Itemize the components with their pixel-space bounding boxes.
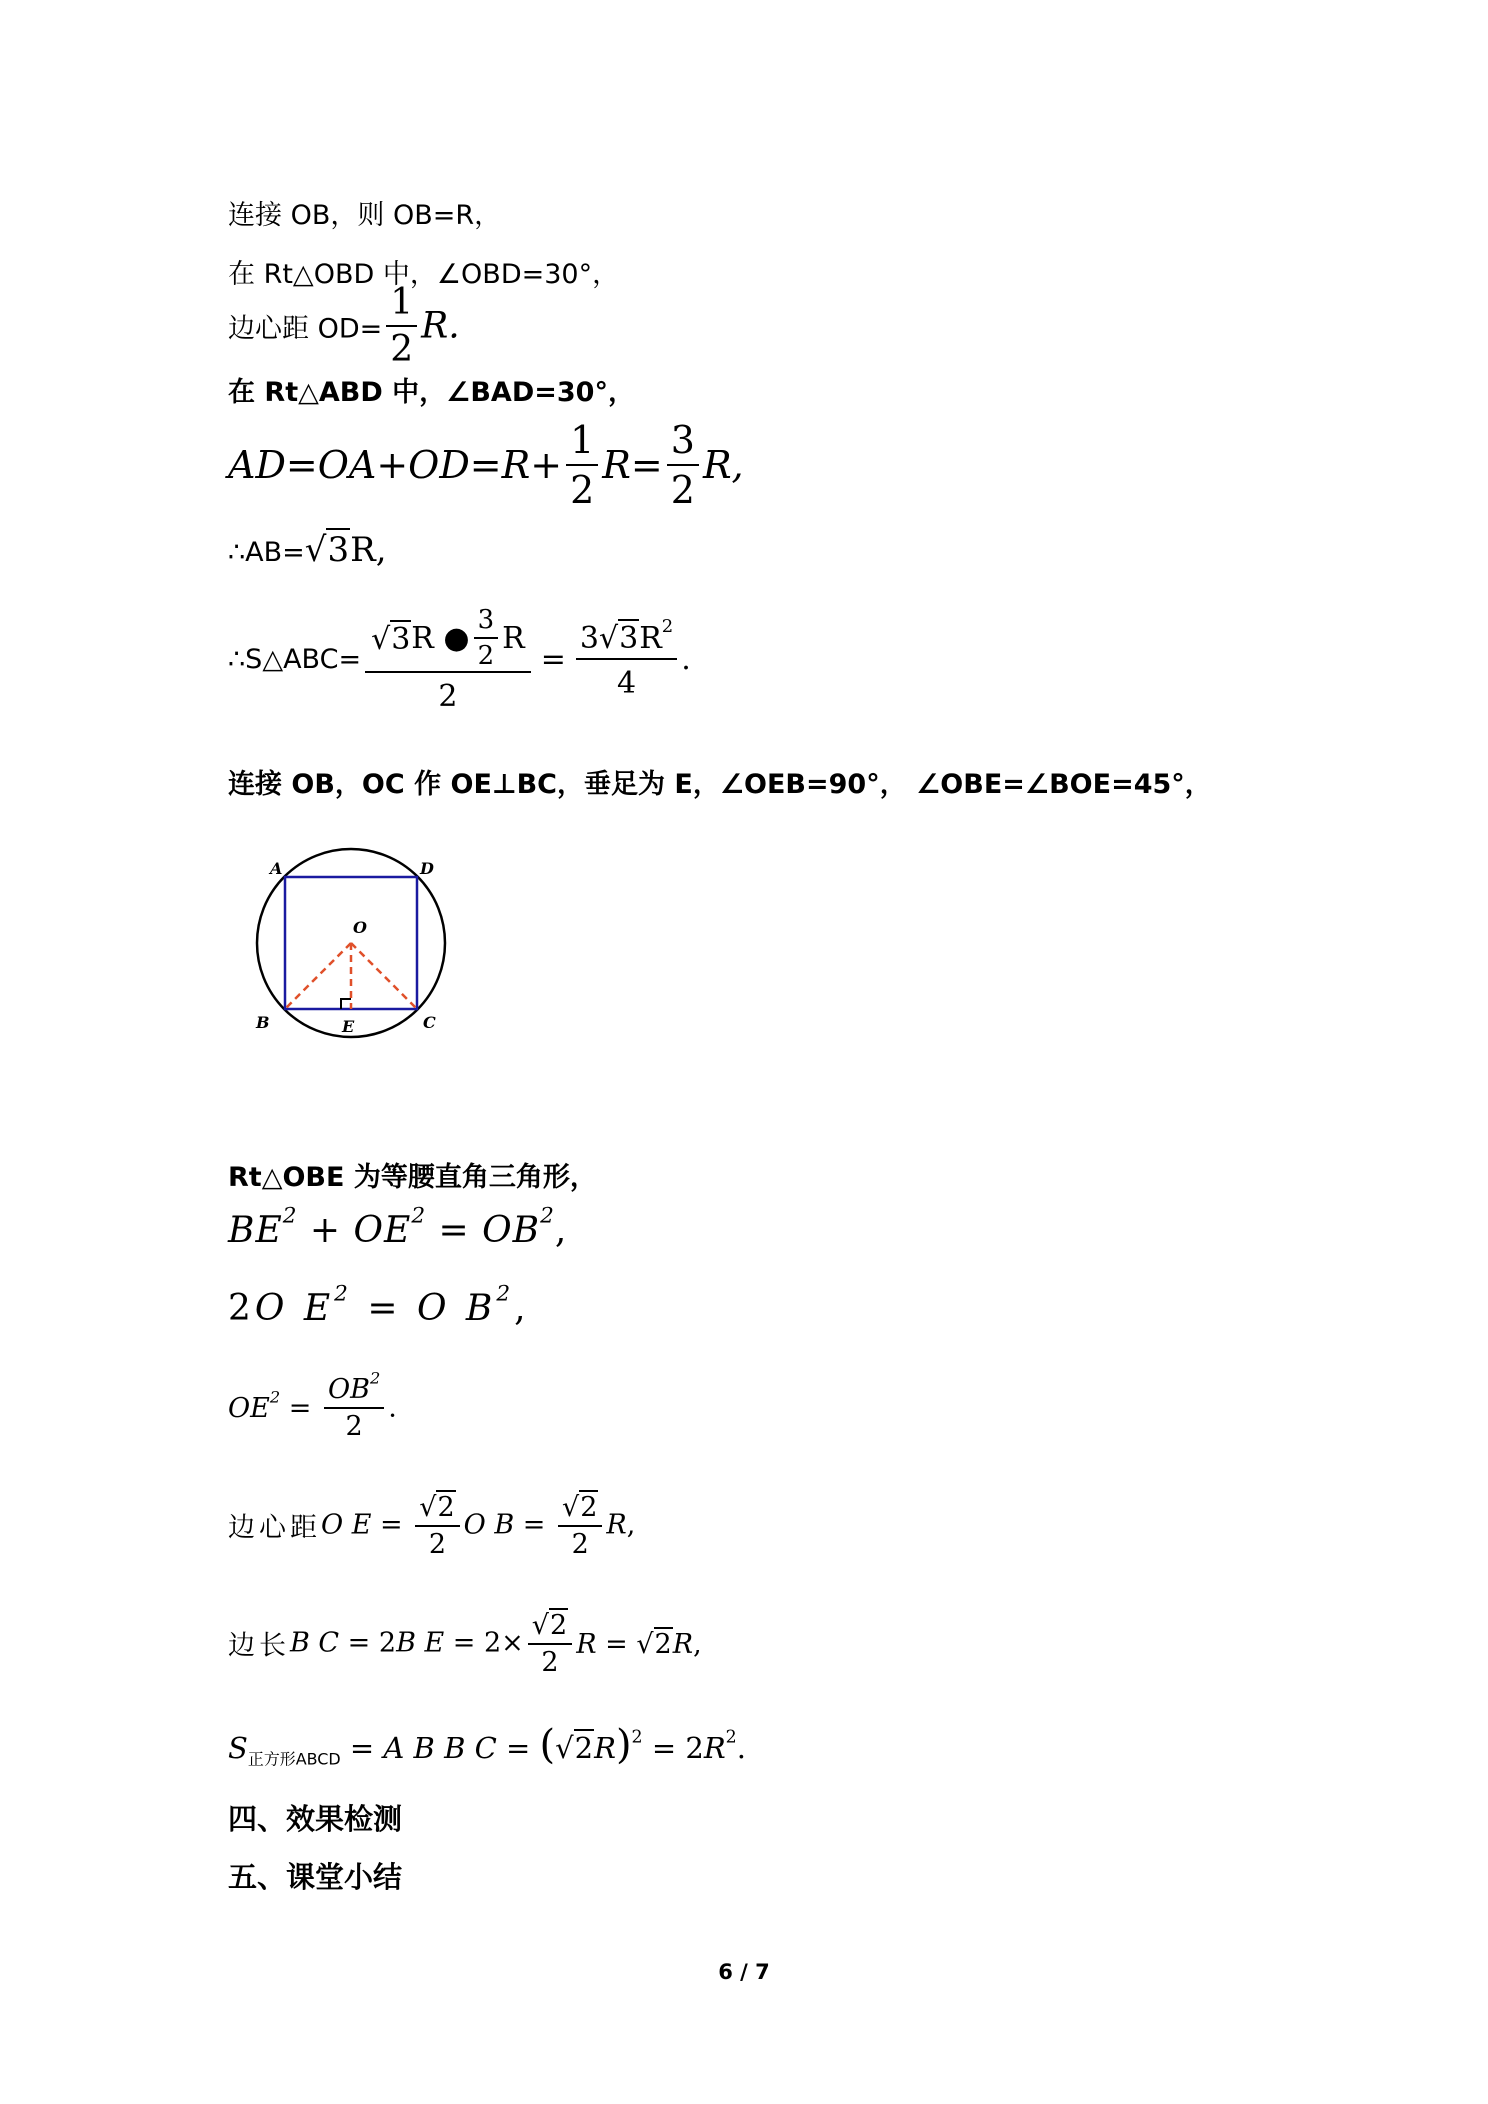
fraction-sqrt2-2-c: √ 2 2 xyxy=(528,1608,572,1678)
equation-apothem: 边心距O E = √ 2 2 O B = √ 2 2 R, xyxy=(228,1492,636,1560)
equation-oe2: $OE^2$ = $\frac{OB^2}{2}$ . xyxy=(228,1368,397,1442)
fraction-three-half: $\frac{3}{2}$ xyxy=(667,418,699,512)
label-B: B xyxy=(256,1013,270,1032)
circle-square-figure xyxy=(240,840,460,1050)
ab-label: ∴AB= xyxy=(228,537,305,568)
text-line-connect-ob: 连接 OB，则 OB=R， xyxy=(228,200,502,231)
od-label: 边心距 OD= xyxy=(228,313,383,345)
fraction-area: √ 3 R ● $\frac{3}{2}$ R 2 xyxy=(365,605,531,714)
fraction-ob2-2: $\frac{OB^2}{2}$ xyxy=(324,1374,384,1442)
right-angle-mark xyxy=(341,999,351,1009)
section-heading-effect-test: 四、效果检测 xyxy=(228,1802,403,1836)
equation-side-length: 边长B C = 2B E = 2× √ 2 2 R = √ 2 R, xyxy=(228,1610,702,1678)
equation-ad: AD=OA+OD=R+ $\frac{1}{2}$ R= $\frac{3}{2}$ R, xyxy=(228,418,744,512)
fraction-one-half-2: $\frac{1}{2}$ xyxy=(566,418,598,512)
fraction-sqrt2-2: √ 2 2 xyxy=(415,1490,459,1560)
math-R: R. xyxy=(421,305,460,347)
side-length-label: 边长 xyxy=(228,1630,290,1662)
page-number: 6 / 7 xyxy=(718,1960,770,1984)
sqrt3-R: √ 3 R, xyxy=(304,530,387,570)
text-line-connect-oc: 连接 OB，OC 作 OE⊥BC，垂足为 E，∠OEB=90°， ∠OBE=∠BOE=45°， xyxy=(228,769,1212,800)
text-line-rt-abd: 在 Rt△ABD 中，∠BAD=30°， xyxy=(228,377,635,408)
text-line-od xyxy=(228,282,460,370)
equation-ab xyxy=(228,528,387,570)
fraction-area-result: 3 √ 3 $R^2$ 4 xyxy=(576,619,677,701)
equation-area-abc: ∴S△ABC= √ 3 R ● $\frac{3}{2}$ R 2 = 3 √ 3 $R^2$ 4 . xyxy=(228,605,691,714)
equation-2oe2: 2O $E^2 = O$ $B^2$, xyxy=(228,1281,530,1329)
text-line-rt-obd: 在 Rt△OBD 中，∠OBD=30°， xyxy=(228,259,620,290)
fraction-sqrt2-2-b: √ 2 2 xyxy=(558,1490,602,1560)
section-heading-summary: 五、课堂小结 xyxy=(228,1860,403,1894)
equation-ad-lhs: AD=OA+OD=R+ xyxy=(228,443,563,487)
label-C: C xyxy=(423,1013,436,1032)
segment-oc xyxy=(351,943,417,1009)
fraction-one-half: $\frac{1}{2}$ xyxy=(386,282,417,370)
label-A: A xyxy=(270,859,283,878)
area-label: ∴S△ABC= xyxy=(228,644,362,675)
equation-pythagoras: $BE^2 + OE^2 = OB^2$, xyxy=(228,1203,568,1251)
label-E: E xyxy=(342,1017,355,1036)
label-O: O xyxy=(353,918,367,937)
apothem-label: 边心距 xyxy=(228,1512,321,1544)
square-area-subscript: 正方形ABCD xyxy=(247,1749,341,1769)
label-D: D xyxy=(420,859,434,878)
text-line-isosceles: Rt△OBE 为等腰直角三角形， xyxy=(228,1162,597,1193)
equation-square-area: $S_{正方形ABCD} = A$ B B C = ( √ 2 $R)^2 = 2R^2$. xyxy=(228,1722,746,1769)
